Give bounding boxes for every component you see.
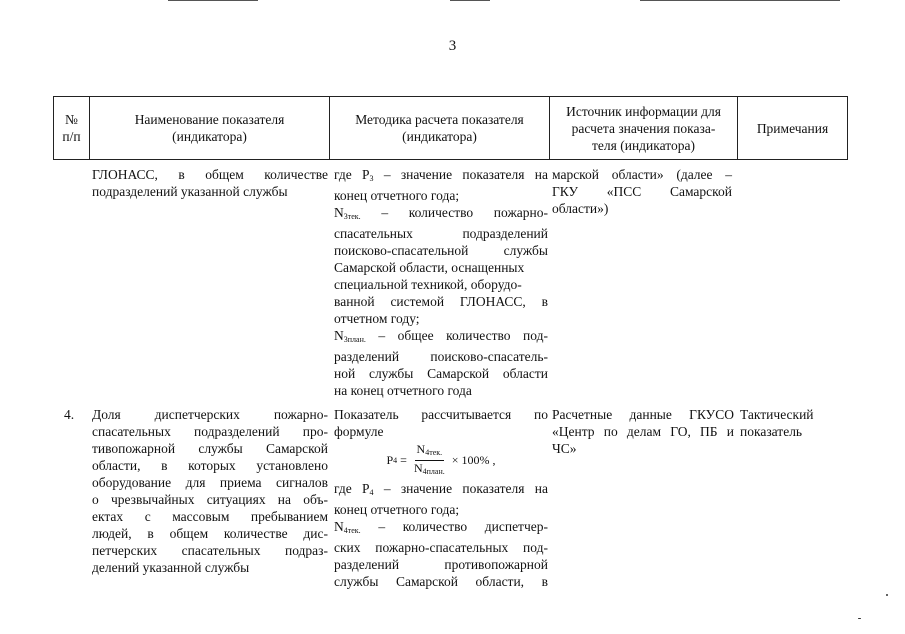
scan-speck [886,594,888,596]
scan-top-rule [168,0,258,1]
row4-method: Показатель рассчитывается по формуле P 4 = $\frac{N_{4тек.}}{N_{4план.}}$ × 100% , где $P_4$ – значение показателя на конец отчетного года; $N_{4тек.}$ – количество диспетчер- ских пожарно-спасательных под- разделений противопожарной службы Самарской области, в [334,407,549,589]
scan-top-rule [640,0,840,1]
row4-number: 4. [64,407,75,422]
row-cont-method: где $P_3$ – значение показателя на конец отчетного года; $N_{3тек.}$ – количество пожарно- спасательных подразделений поисково-спасательной службы Самарской области, оснащенных специальной техникой, оборудо- ванной системой ГЛОНАСС, в отчетном году; $N_{3план.}$ – общее количество под- разделений поисково-спасатель- ной службы Самарской области на конец отчетного года [334,167,549,398]
header-number: № п/п [54,97,90,160]
scan-top-rule [450,0,490,1]
header-method: Методика расчета показателя (индикатора) [330,97,550,160]
header-notes: Примечания [738,97,848,160]
header-name: Наименование показателя (индикатора) [90,97,330,160]
header-source: Источник информации для расчета значения показа- теля (индикатора) [550,97,738,160]
table-header [53,96,848,160]
formula-fraction: $\frac{N_{4тек.}}{N_{4план.}}$ [413,441,445,476]
row-cont-name: ГЛОНАСС, в общем количестве подразделений указанной службы [92,167,328,199]
page-number: 3 [448,38,457,54]
row-cont-source: марской области» (далее – ГКУ «ПСС Самарской области») [552,167,732,216]
row4-notes: Тактический показатель [740,407,814,439]
row4-source: Расчетные данные ГКУСО «Центр по делам ГО, ПБ и ЧС» [552,407,734,456]
scan-speck [858,618,861,619]
formula-p4: P 4 = $\frac{N_{4тек.}}{N_{4план.}}$ × 100% , [334,442,548,478]
row4-name: Доля диспетчерских пожарно- спасательных подразделений про- тивопожарной службы Самарской области, в которых установлено оборудование для приема сигналов о чрезвычайных ситуациях на объ- ектах с массовым пребыванием людей, в общем количестве дис- петчерских спасательных подраз- делений указанной службы [92,407,328,575]
